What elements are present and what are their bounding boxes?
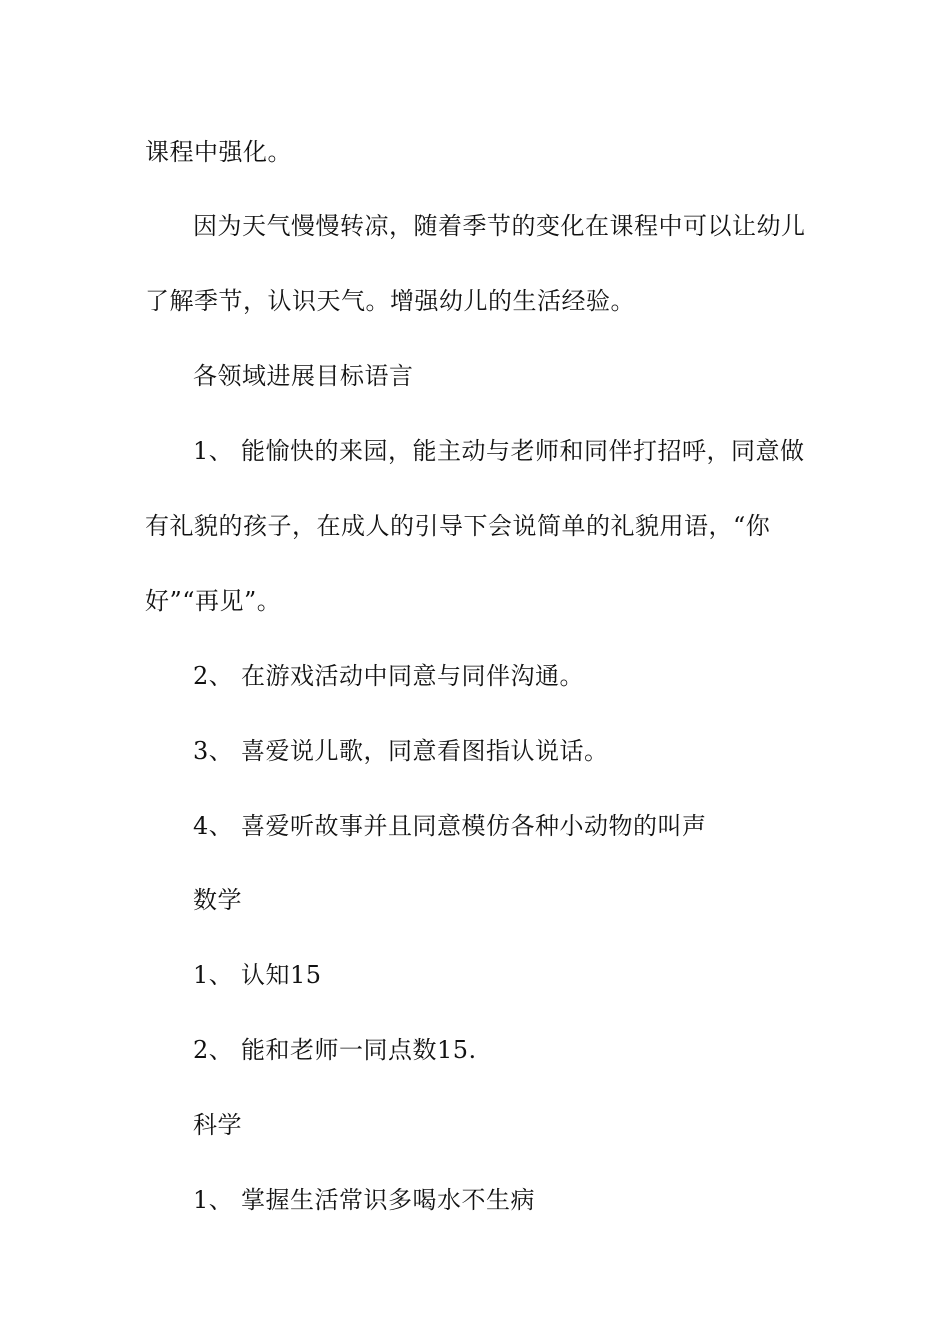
paragraph-line: 因为天气慢慢转凉，随着季节的变化在课程中可以让幼儿 (193, 212, 806, 240)
list-item-text: 认知15 (241, 961, 322, 989)
list-number: 1、 (193, 437, 234, 465)
section-heading: 数学 (193, 886, 242, 914)
list-item (193, 810, 813, 842)
list-item-text: 能和老师一同点数15. (241, 1036, 477, 1064)
paragraph-line: 好”“再见”。 (145, 587, 282, 615)
list-item-text: 喜爱听故事并且同意模仿各种小动物的叫声 (241, 812, 707, 840)
list-number: 1、 (193, 1186, 234, 1214)
list-number: 1、 (193, 961, 234, 989)
list-item-text: 掌握生活常识多喝水不生病 (241, 1186, 535, 1214)
section-heading: 各领域进展目标语言 (193, 362, 414, 390)
list-item-text: 在游戏活动中同意与同伴沟通。 (241, 662, 584, 690)
list-item (193, 660, 813, 692)
list-item (193, 435, 813, 467)
paragraph-line: 课程中强化。 (145, 138, 292, 166)
list-number: 4、 (193, 812, 234, 840)
list-item (193, 959, 813, 991)
list-item-text: 喜爱说儿歌，同意看图指认说话。 (241, 737, 609, 765)
list-number: 2、 (193, 1036, 234, 1064)
section-heading: 科学 (193, 1111, 242, 1139)
list-item (193, 1184, 813, 1216)
list-number: 3、 (193, 737, 234, 765)
list-item-text: 能愉快的来园，能主动与老师和同伴打招呼，同意做 (241, 437, 805, 465)
list-item (193, 1034, 813, 1066)
list-number: 2、 (193, 662, 234, 690)
list-item (193, 735, 813, 767)
paragraph-line: 有礼貌的孩子，在成人的引导下会说简单的礼貌用语，“你 (145, 512, 771, 540)
paragraph-line: 了解季节，认识天气。增强幼儿的生活经验。 (145, 287, 635, 315)
